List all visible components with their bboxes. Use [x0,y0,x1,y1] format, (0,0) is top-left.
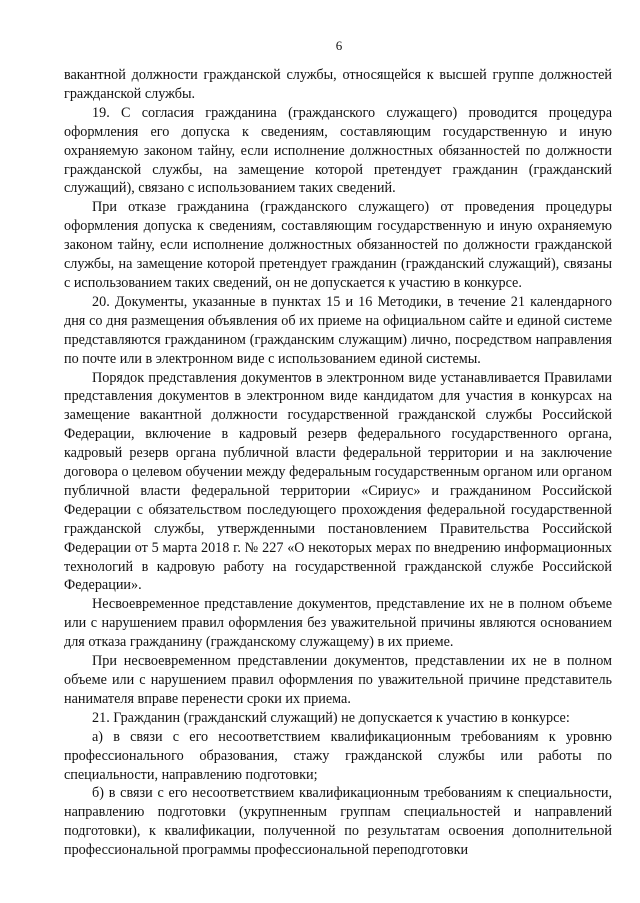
paragraph-continuation: вакантной должности гражданской службы, относящейся к высшей группе должностей гражданской службы. [64,67,612,102]
paragraph-item-20: 20. Документы, указанные в пунктах 15 и 16 Методики, в течение 21 календарного дня со дня размещения объявления об их приеме на официальном сайте и единой системе представляются гражданином (гражданским служащим) лично, посредством направления по почте или в электронном виде с использованием единой системы. [64,293,612,367]
document-body [64,66,612,860]
paragraph-valid-reason: При несвоевременном представлении документов, представлении их не в полном объеме или с нарушением правил оформления по уважительной причине представитель нанимателя вправе перенести сроки их приема. [64,653,612,707]
page-number: 6 [335,38,343,53]
paragraph-item-19: 19. С согласия гражданина (гражданского служащего) проводится процедура оформления его допуска к сведениям, составляющим государственную и иную охраняемую законом тайну, если исполнение должностных обязанностей по должности гражданской службы, на замещение которой претендует гражданин (гражданский служащий), связано с использованием таких сведений. [64,104,612,197]
paragraph-electronic-procedure: Порядок представления документов в электронном виде устанавливается Правилами представления документов в электронном виде кандидатом для участия в конкурсах на замещение вакантной должности государственной гражданской службы Российской Федерации, включение в кадровый резерв федерального государственного органа, кадровый резерв органа публичной власти федеральной территории и на заключение договора о целевом обучении между федеральным государственным органом или органом публичной власти федеральной территории «Сириус» и гражданином Российской Федерации с обязательством последующего прохождения федеральной государственной гражданской службы, утвержденными постановлением Правительства Российской Федерации от 5 марта 2018 г. № 227 «О некоторых мерах по внедрению информационных технологий в кадровую работу на государственной гражданской службе Российской Федерации». [64,369,612,594]
paragraph-late-submission: Несвоевременное представление документов, представление их не в полном объеме или с нарушением правил оформления без уважительной причины являются основанием для отказа гражданину (гражданскому служащему) в их приеме. [64,596,612,651]
paragraph-subitem-b: б) в связи с его несоответствием квалификационным требованиям к специальности, направлению подготовки (укрупненным группам специальностей и направлений подготовки), к квалификации, полученной по результатам освоения дополнительной профессиональной программы профессиональной переподготовки [64,785,612,859]
paragraph-item-21: 21. Гражданин (гражданский служащий) не допускается к участию в конкурсе: [92,709,570,726]
paragraph-subitem-a: а) в связи с его несоответствием квалификационным требованиям к уровню профессионального образования, стажу гражданской службы или работы по специальности, направлению подготовки; [64,728,612,783]
paragraph-refusal: При отказе гражданина (гражданского служащего) от проведения процедуры оформления допуска к сведениям, составляющим государственную и иную охраняемую законом тайну, если исполнение должностных обязанностей по должности гражданской службы, на замещение которой претендует гражданин (гражданский служащий), связаны с использованием таких сведений, он не допускается к участию в конкурсе. [64,199,612,291]
